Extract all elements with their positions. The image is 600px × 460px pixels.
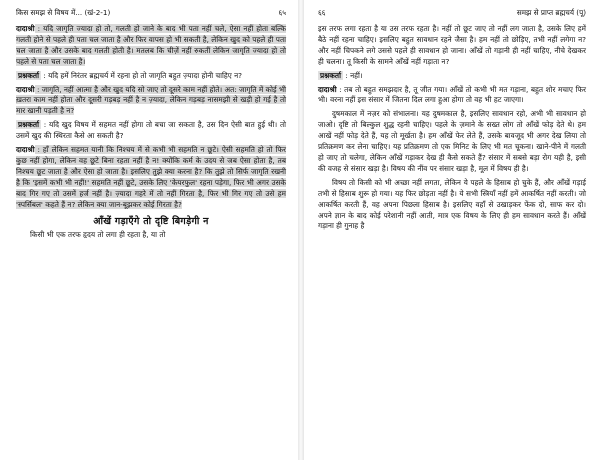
speaker-label: दादाश्री — [16, 145, 35, 155]
right-page — [302, 0, 600, 460]
speaker-label: दादाश्री — [16, 84, 35, 94]
paragraph-text: इस तरफ लगा रहता है या उस तरफ रहता है। नहीं तो छूट जाए तो नहीं लग जाता है, उसके लिए हमें बैठे नहीं रहना चाहिए। इसलिए बहुत सावधान रहने जैसा है। हम नहीं तो छोड़िए, तभी नहीं लगेगा न? और नहीं चिपकने लगे उससे पहले ही सावधान हो जाना। आँखें तो गड़ानी ही नहीं चाहिए, नीचे देखकर ही चलना। तू किसी के सामने आँखें नहीं गड़ाता न? — [318, 24, 586, 66]
paragraph — [318, 85, 586, 107]
left-running-header — [16, 6, 286, 20]
paragraph-text: : यदि खुद विषय में सहमत नहीं होगा तो बचा जा सकता है, उस दिन ऐसी बात हुई थी। तो उसमें खुद की स्थिरता कैसे आ सकती है? — [16, 120, 286, 141]
paragraph-text: : तब तो बहुत समझदार है, तू जीत गया। आँखें तो कभी भी मत गड़ाना, बहुत शोर मचाए फिर भी। वरना नहीं इस संसार में जितना दिल लगा हुआ होगा तो वह भी हट जाएगा। — [318, 84, 586, 105]
paragraph-text: दुषमकाल में नज़र को संभालना। यह दुषमकाल है, इसलिए सावधान रहो, अभी भी सावधान हो जाओ। दृष्टि तो बिल्कुल शुद्ध रहनी चाहिए। पहले के ज़माने के सख्त लोग तो आँखें फोड़ देते थे। हम आखें नहीं फोड़ देते हैं, यह तो मूर्खता है। हम आँखें फेर लेते हैं, उसके बावजूद भी अगर देख लिया तो प्रतिक्रमण कर लेना चाहिए। यह प्रतिक्रमण तो एक मिनिट के लिए भी मत चूकना। खाने-पीने में गलती हो जाए तो चलेगा, लेकिन आँखें गड़ाकर देख ही कैसे सकते हैं? संसार में सबसे बड़ा रोग यही है, इसी की वजह से संसार खड़ा है। विषय की नींव पर संसार खड़ा है, मूल में विषय ही है। — [318, 109, 586, 173]
paragraph — [16, 85, 286, 118]
left-body — [16, 24, 286, 211]
paragraph — [16, 71, 286, 82]
paragraph-text: विषय तो किसी को भी अच्छा नहीं लगता, लेकिन ये पहले के हिसाब हो चुके हैं, और आँखें गड़ाई तभी से हिसाब शुरू हो गया। यह फिर छोड़ता नहीं है। ये सभी स्त्रियाँ नहीं हमें आकर्षित नहीं करती। जो आकर्षित करती हैं, वह अपना पिछला हिसाब है। इसलिए वहाँ से उखाड़कर फेंक दो, साफ कर दो। अपने ज्ञान के बाद कोई परेशानी नहीं आती, मात्र एक विषय के लिए ही हम सावधान करते हैं। आँखें गड़ाना ही गुनाह है — [318, 177, 586, 231]
paragraph — [318, 24, 586, 68]
left-last-line: किसी भी एक तरफ हृदय तो लगा ही रहता है, या तो — [30, 229, 166, 239]
paragraph — [318, 71, 586, 82]
paragraph-text: : नहीं। — [342, 70, 363, 80]
speaker-label: प्रश्नकर्ता — [18, 70, 39, 80]
left-page-number: ६५ — [278, 8, 286, 17]
left-header-title: किस समझ से विषय में... (खं-2-1) — [16, 8, 111, 17]
paragraph-text: : जागृति, नहीं आत्मा है और खुद यदि सो जाए तो दूसरे काम नहीं होते। अत: जागृति में कोई भी ख़तरा काम नहीं होता और दूसरी गड़बड़ नहीं है न ज़्यादा, लेकिन गड़बड़ नासमझी से खड़ी हो गई है तो मार खानी पड़ती है न? — [16, 84, 286, 116]
paragraph-text: : यदि हमें निरंतर ब्रह्मचर्य में रहना हो तो जागृति बहुत ज़्यादा होनी चाहिए न? — [40, 70, 243, 80]
paragraph — [16, 120, 286, 142]
paragraph — [318, 109, 586, 174]
right-page-number: ६६ — [318, 8, 326, 17]
paragraph — [318, 178, 586, 233]
right-body — [318, 24, 586, 232]
paragraph-text: : हाँ लेकिन सहमत यानी कि निश्चय में से कभी भी सहमति न छूटे। ऐसी सहमति हो तो फिर कुछ नहीं होगा, लेकिन वह छूटे बिना रहता नहीं है न! क्योंकि कर्म के उदय से जब ऐसा होता है, तब निश्चय छूट जाता है और ऐसा हो जाता है। इसलिए तुझे क्या करना है? कि तुझे तो सिर्फ जागृति रखनी है कि 'इसमें कभी भी नहीं!' सहमति नहीं छूटे, उसके लिए 'केयरफुल' रहना पड़ेगा, फिर भी अगर उसके बाद गिर गए तो उसमें हर्ज नहीं है। ज़्यादा गहरे में तो नहीं गिरता है, फिर भी गिर गए तो उसे हम 'स्पर्सिबल' कहते हैं न? लेकिन क्या जान-बूझकर कोई गिरता है? — [16, 145, 286, 209]
right-running-header — [318, 6, 586, 20]
speaker-label: प्रश्नकर्ता — [320, 70, 341, 80]
paragraph — [16, 24, 286, 68]
speaker-label: प्रश्नकर्ता — [18, 120, 39, 130]
paragraph-text: : यदि जागृति ज्यादा हो तो, गलती हो जाने के बाद भी पता नहीं चले, ऐसा नहीं होता बल्कि गलती होने से पहले ही पता चल जाता है और फिर वापस हो भी सकती है, लेकिन खुद को पहले ही पता चल जाता है और उसके बाद गलती होती है। मतलब कि चीज़ें नहीं रुकतीं लेकिन जागृति ज्यादा हो तो पहले से पता चल जाता है। — [16, 24, 286, 66]
section-heading: आँखें गड़ाएँगे तो दृष्टि बिगड़ेगी न — [93, 215, 209, 227]
paragraph — [16, 145, 286, 210]
speaker-label: दादाश्री — [16, 24, 35, 33]
speaker-label: दादाश्री — [318, 84, 337, 94]
right-header-title: समझ से प्राप्त ब्रह्मचर्य (पू) — [516, 8, 586, 17]
